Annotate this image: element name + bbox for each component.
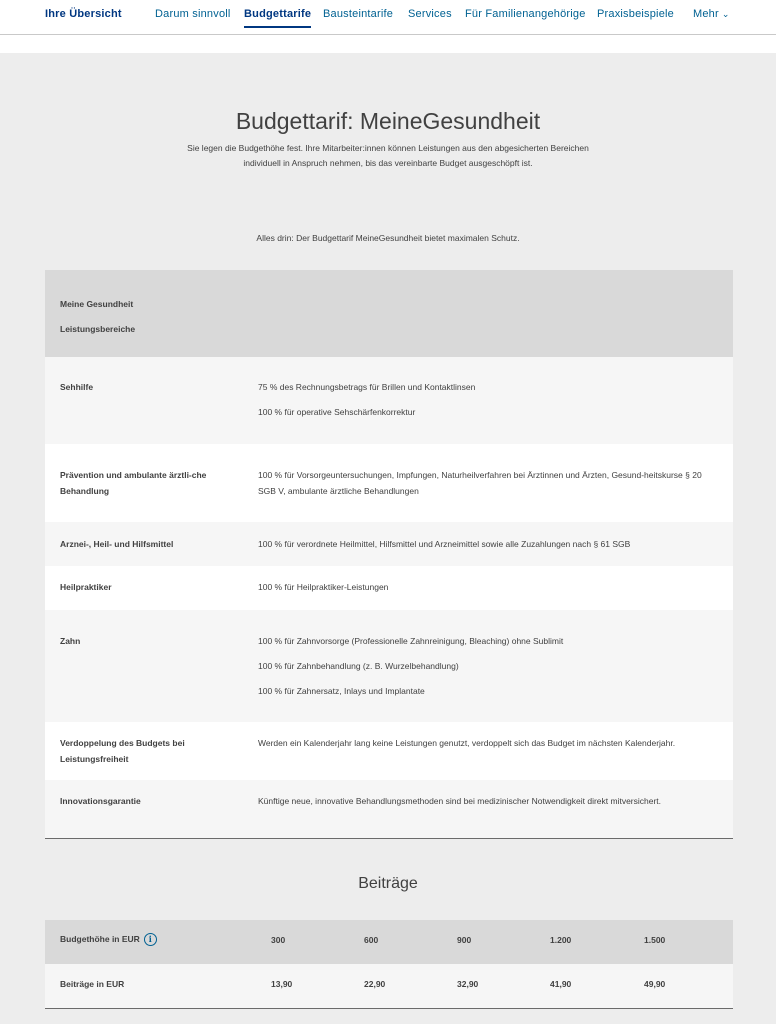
page-title: Budgettarif: MeineGesundheit <box>235 108 541 135</box>
row-details <box>258 536 708 561</box>
fee-value: 49,90 <box>644 979 666 989</box>
row-label: Arznei-, Heil- und Hilfsmittel <box>60 539 174 549</box>
row-detail-line: 75 % des Rechnungsbetrags für Brillen und Kontaktlinsen <box>258 382 476 392</box>
benefits-header-subtitle: Leistungsbereiche <box>60 324 136 334</box>
row-detail-line: 100 % für Zahnersatz, Inlays und Implantate <box>258 686 425 696</box>
row-details <box>258 579 708 604</box>
nav-item-familienangehoerige[interactable]: Für Familienangehörige <box>465 8 586 20</box>
row-detail-line: 100 % für Heilpraktiker-Leistungen <box>258 582 389 592</box>
row-detail-line: 100 % für operative Sehschärfenkorrektur <box>258 407 416 417</box>
table-row <box>45 722 733 780</box>
row-detail-line: Werden ein Kalenderjahr lang keine Leistungen genutzt, verdoppelt sich das Budget im nächsten Kalenderjahr. <box>258 738 676 748</box>
nav-item-darum-sinnvoll[interactable]: Darum sinnvoll <box>155 8 231 20</box>
row-label: Heilpraktiker <box>60 582 112 592</box>
budget-value: 1.200 <box>550 935 572 945</box>
table-divider <box>45 838 733 839</box>
table-row <box>45 610 733 722</box>
intro-line: Sie legen die Budgethöhe fest. Ihre Mitarbeiter:innen können Leistungen aus den abgesicherten Bereichen <box>187 143 589 153</box>
row-detail-line: 100 % für Zahnvorsorge (Professionelle Zahnreinigung, Bleaching) ohne Sublimit <box>258 636 564 646</box>
contributions-title: Beiträge <box>358 875 418 892</box>
nav-item-bausteintarife[interactable]: Bausteintarife <box>323 8 394 20</box>
row-label: Innovationsgarantie <box>60 796 141 806</box>
row-detail-line: 100 % für Zahnbehandlung (z. B. Wurzelbehandlung) <box>258 661 459 671</box>
row-details <box>258 467 708 508</box>
nav-item-budgettarife[interactable]: Budgettarife <box>244 8 312 20</box>
nav-brand-overview[interactable]: Ihre Übersicht <box>45 8 122 20</box>
row-label: Prävention und ambulante ärztli-che Behandlung <box>60 470 207 496</box>
info-icon[interactable]: i <box>144 933 157 946</box>
row-detail-line: 100 % für verordnete Heilmittel, Hilfsmittel und Arzneimittel sowie alle Zuzahlungen nach § 61 SGB <box>258 539 631 549</box>
benefits-table-header <box>45 270 733 357</box>
top-navigation <box>0 0 776 35</box>
budget-value: 600 <box>364 935 379 945</box>
budget-value: 300 <box>271 935 286 945</box>
contributions-header-row <box>45 920 733 964</box>
fee-value: 41,90 <box>550 979 572 989</box>
contributions-table <box>45 920 733 1008</box>
fee-value: 13,90 <box>271 979 293 989</box>
fee-value: 22,90 <box>364 979 386 989</box>
row-details <box>258 379 708 429</box>
header-spacer <box>0 35 776 53</box>
main-content <box>0 53 776 1024</box>
nav-item-services[interactable]: Services <box>408 8 452 20</box>
table-row <box>45 566 733 610</box>
row-detail-line: 100 % für Vorsorgeuntersuchungen, Impfungen, Naturheilverfahren bei Ärztinnen und Ärzten, Gesund-heitskurse § 20 SGB V, ambulante ärztliche Behandlungen <box>258 470 702 496</box>
benefits-table <box>45 270 733 838</box>
contributions-divider <box>45 1008 733 1009</box>
benefits-header-labels <box>60 292 230 342</box>
budget-value: 900 <box>457 935 472 945</box>
row-label: Verdoppelung des Budgets bei Leistungsfreiheit <box>60 738 185 764</box>
intro-text <box>150 141 626 171</box>
benefits-header-title: Meine Gesundheit <box>60 299 134 309</box>
budget-label-cell <box>60 933 157 946</box>
intro-line: individuell in Anspruch nehmen, bis das vereinbarte Budget ausgeschöpft ist. <box>243 158 533 168</box>
row-label: Sehhilfe <box>60 382 94 392</box>
row-details <box>258 793 708 818</box>
row-details <box>258 735 708 760</box>
nav-item-mehr[interactable] <box>693 8 730 20</box>
table-row <box>45 780 733 838</box>
nav-item-mehr-label: Mehr <box>693 8 719 20</box>
row-label: Zahn <box>60 636 81 646</box>
budget-value: 1.500 <box>644 935 666 945</box>
fee-value: 32,90 <box>457 979 479 989</box>
tariff-subline: Alles drin: Der Budgettarif MeineGesundheit bietet maximalen Schutz. <box>256 233 520 243</box>
contributions-fee-row <box>45 964 733 1008</box>
budget-label: Budgethöhe in EUR <box>60 933 140 944</box>
row-details <box>258 633 708 708</box>
fee-label: Beiträge in EUR <box>60 979 125 989</box>
row-detail-line: Künftige neue, innovative Behandlungsmethoden sind bei medizinischer Notwendigkeit direkt mitversichert. <box>258 796 662 806</box>
table-row <box>45 522 733 566</box>
table-row <box>45 444 733 522</box>
table-row <box>45 357 733 444</box>
chevron-down-icon: ⌄ <box>721 9 730 19</box>
nav-item-praxisbeispiele[interactable]: Praxisbeispiele <box>597 8 674 20</box>
